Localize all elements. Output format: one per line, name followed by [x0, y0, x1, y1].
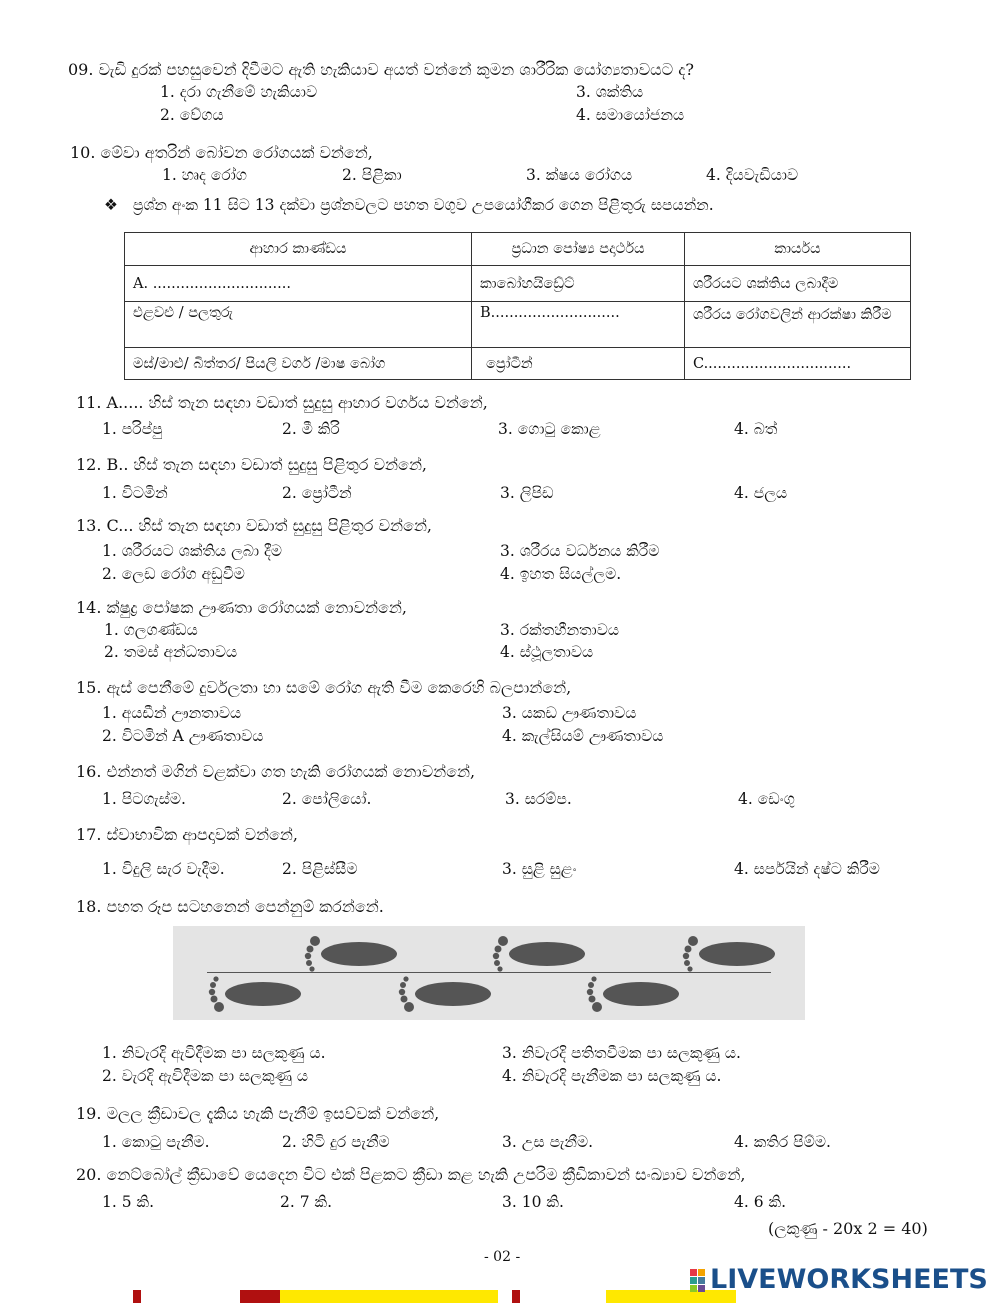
q12-option-2: 2. ප්‍රෝටීන් [282, 484, 352, 502]
q11-option-1: 1. පරිප්පු [102, 420, 163, 438]
q16-option-4: 4. ඩෙංගු [738, 790, 795, 808]
q17-option-2: 2. පිළිස්සීම [282, 860, 358, 878]
q19-option-2: 2. හිටි දුර පැනීම [282, 1133, 390, 1151]
q20-option-1: 1. 5 කි. [102, 1193, 155, 1211]
question-13: 13. C... හිස් තැන සඳහා වඩාත් සුදුසු පිළිතුර වන්නේ, [76, 516, 433, 535]
table-cell: කාබෝහයිඩ්‍රේට් [472, 266, 685, 302]
diamond-bullet-icon: ❖ [104, 196, 118, 214]
q12-option-4: 4. ජලය [734, 484, 788, 502]
table-cell: ශරීරය රෝගවලින් ආරක්ෂා කිරීම [685, 302, 911, 348]
q17-option-1: 1. විදුලි සැර වැදීම. [102, 860, 225, 878]
q18-option-2: 2. වැරදි ඇවිදීමක පා සලකුණු ය [102, 1067, 309, 1085]
footprint-icon [679, 934, 777, 972]
decor-strip [133, 1290, 141, 1303]
q19-option-3: 3. උස පැනීම. [502, 1133, 594, 1151]
walking-line [207, 972, 771, 973]
q12-option-1: 1. විටමින් [102, 484, 168, 502]
q10-option-2: 2. පිළිකා [342, 166, 402, 184]
q17-option-4: 4. සර්පයින් දෂ්ට කිරීම [734, 860, 880, 878]
table-cell: ප්‍රෝටීන් [472, 348, 685, 380]
q10-option-3: 3. ක්ෂය රෝගය [526, 166, 633, 184]
q13-option-1: 1. ශරීරයට ශක්තිය ලබා දීම [102, 542, 283, 560]
liveworksheets-logo[interactable] [690, 1264, 988, 1296]
q14-option-3: 3. රක්තහීනතාවය [500, 621, 620, 639]
q11-option-4: 4. බත් [734, 420, 778, 438]
q15-option-4: 4. කැල්සියම් ඌණතාවය [502, 727, 664, 745]
q16-option-2: 2. පෝලියෝ. [282, 790, 372, 808]
question-14: 14. ක්ෂුද්‍ර පෝෂක ඌණතා රෝගයක් නොවන්නේ, [76, 598, 407, 617]
question-16: 16. එන්නත් මගින් වළක්වා ගත හැකි රෝගයක් නොවන්නේ, [76, 762, 476, 781]
question-18: 18. පහත රූප සටහනෙන් පෙන්නුම් කරන්නේ. [76, 897, 384, 916]
q20-option-4: 4. 6 කි. [734, 1193, 787, 1211]
footprint-icon [583, 976, 681, 1014]
q10-option-1: 1. හෘද රෝග [162, 166, 247, 184]
decor-strip [240, 1290, 280, 1303]
question-17: 17. ස්වාභාවික ආපදාවක් වන්නේ, [76, 825, 298, 844]
q09-option-1: 1. දරා ගැනීමේ හැකියාව [160, 83, 318, 101]
q14-option-2: 2. තමස් අන්ධතාවය [104, 643, 238, 661]
q09-option-2: 2. වේගය [160, 106, 224, 124]
table-cell: මස්/මාළු/ බිත්තර/ පියලි වර්ග /මාෂ බෝග [125, 348, 472, 380]
q16-option-1: 1. පිටගැස්ම. [102, 790, 186, 808]
q19-option-4: 4. කතිර පිම්ම. [734, 1133, 831, 1151]
question-19: 19. මලල ක්‍රීඩාවල දැකිය හැකි පැනීම් ඉසව්වක් වන්නේ, [76, 1104, 440, 1123]
liveworksheets-logo-icon [690, 1269, 706, 1293]
q13-option-2: 2. ලෙඩ රෝග අඩුවීම [102, 565, 245, 583]
q13-option-4: 4. ඉහත සියල්ලම. [500, 565, 622, 583]
footprint-icon [395, 976, 493, 1014]
instruction [104, 196, 714, 215]
q18-option-1: 1. නිවැරදි ඇවිදීමක පා සලකුණු ය. [102, 1044, 326, 1062]
footprint-icon [301, 934, 399, 972]
table-row [125, 302, 911, 348]
q17-option-3: 3. සුළි සුළං [502, 860, 577, 878]
q15-option-3: 3. යකඩ ඌණතාවය [502, 704, 637, 722]
table-header-row [125, 233, 911, 266]
q15-option-2: 2. විටමින් A ඌණතාවය [102, 727, 264, 745]
footprints-diagram [173, 926, 805, 1020]
q18-option-3: 3. නිවැරදි පතිතවීමක පා සලකුණු ය. [502, 1044, 741, 1062]
q11-option-2: 2. මී කිරි [282, 420, 340, 438]
header-function: කාර්යය [685, 233, 911, 266]
q09-option-4: 4. සමායෝජනය [576, 106, 685, 124]
instruction-text: ප්‍රශ්න අංක 11 සිට 13 දක්වා ප්‍රශ්නවලට පහත වගුව උපයෝගීකර ගෙන පිළිතුරු සපයන්න. [132, 196, 714, 214]
footprint-icon [205, 976, 303, 1014]
liveworksheets-brand: LIVEWORKSHEETS [710, 1264, 988, 1295]
q16-option-3: 3. සරම්ප. [505, 790, 572, 808]
q20-option-3: 3. 10 කි. [502, 1193, 564, 1211]
table-cell: A. .............................. [125, 266, 472, 302]
q11-option-3: 3. ගොටු කොළ [498, 420, 601, 438]
question-11: 11. A..... හිස් තැන සඳහා වඩාත් සුදුසු ආහාර වර්ගය වන්නේ, [76, 393, 488, 412]
table-cell: ශරීරයට ශක්තිය ලබාදීම [685, 266, 911, 302]
question-09: 09. වැඩි දුරක් පහසුවෙන් දිවීමට ඇති හැකියාව අයත් වන්නේ කුමන ශාරීරික යෝග්‍යතාවයට ද? [68, 60, 694, 79]
question-15: 15. ඇස් පෙනීමේ දුර්වලතා හා සමේ රෝග ඇති වීම කෙරෙහි බලපාන්නේ, [76, 678, 572, 697]
marks-total: (ලකුණු - 20x 2 = 40) [768, 1219, 928, 1238]
question-12: 12. B.. හිස් තැන සඳහා වඩාත් සුදුසු පිළිතුර වන්නේ, [76, 455, 428, 474]
header-main-nutrient: ප්‍රධාන පෝෂ්‍ය පදාර්ථය [472, 233, 685, 266]
q20-option-2: 2. 7 කි. [280, 1193, 333, 1211]
q13-option-3: 3. ශරීරය වර්ධනය කිරීම [500, 542, 660, 560]
table-row [125, 348, 911, 380]
q12-option-3: 3. ලිපිඩ [500, 484, 554, 502]
q18-option-4: 4. නිවැරදි පැනීමක පා සලකුණු ය. [502, 1067, 722, 1085]
table-cell: B............................ [472, 302, 685, 348]
header-food-group: ආහාර කාණ්ඩය [125, 233, 472, 266]
q09-option-3: 3. ශක්තිය [576, 83, 644, 101]
nutrition-table [124, 232, 911, 380]
decor-strip [280, 1290, 498, 1303]
decor-strip [512, 1290, 520, 1303]
table-cell: එළවළු / පලතුරු [125, 302, 472, 348]
q15-option-1: 1. අයඩීන් ඌනතාවය [102, 704, 242, 722]
q14-option-4: 4. ස්ථූලතාවය [500, 643, 594, 661]
question-20: 20. නෙට්බෝල් ක්‍රීඩාවේ යෙදෙන විට එක් පිළකට ක්‍රීඩා කළ හැකි උපරිම ක්‍රීඩිකාවන් සංඛ්‍යාව වන්නේ, [76, 1165, 746, 1184]
question-10: 10. මේවා අතරින් බෝවන රෝගයක් වන්නේ, [70, 143, 373, 162]
q14-option-1: 1. ගලගණ්ඩය [104, 621, 198, 639]
q10-option-4: 4. දියවැඩියාව [706, 166, 799, 184]
q19-option-1: 1. කොටු පැනීම. [102, 1133, 210, 1151]
table-cell: C................................ [685, 348, 911, 380]
footprint-icon [489, 934, 587, 972]
table-row [125, 266, 911, 302]
page-number: - 02 - [484, 1249, 521, 1265]
